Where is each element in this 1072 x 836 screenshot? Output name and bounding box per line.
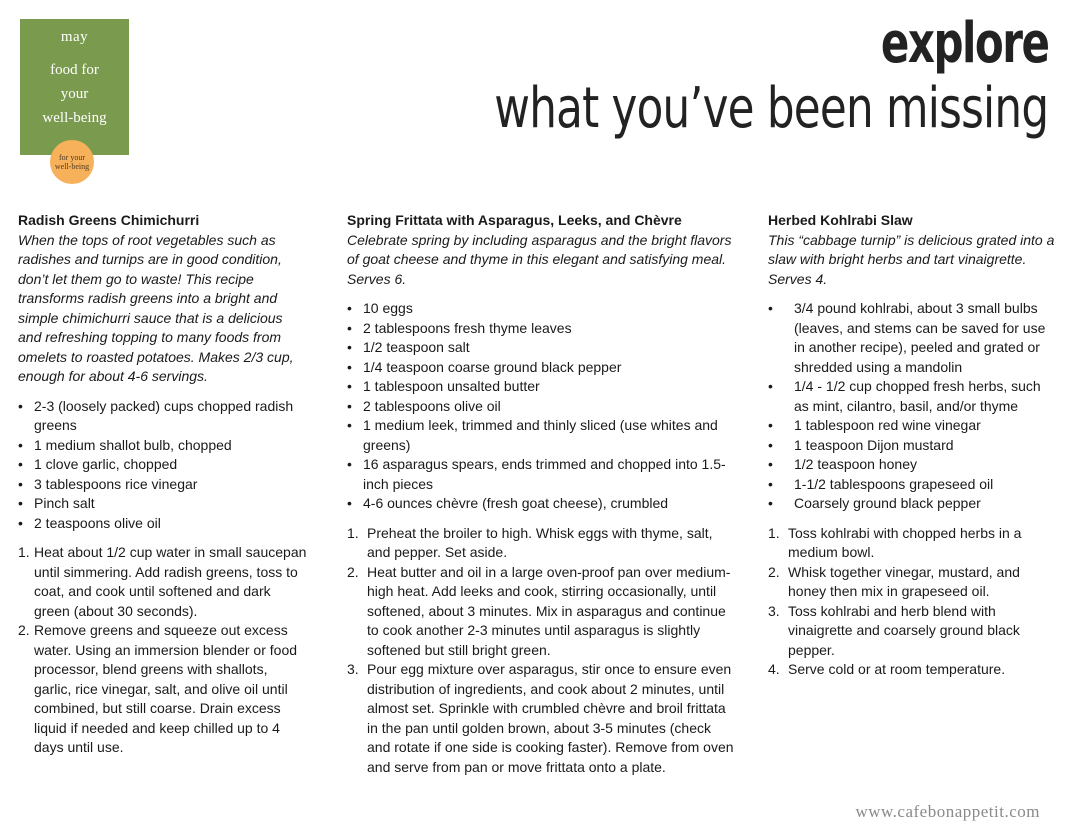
recipe-description: This “cabbage turnip” is delicious grated into a slaw with bright herbs and tart vinaigrette. Serves 4.	[768, 231, 1055, 287]
recipe-description: When the tops of root vegetables such as radishes and turnips are in good condition, don’t let them go to waste! This recipe transforms radish greens into a bright and simple chimichurri sauce that is a delicious and refreshing topping to many foods from omelets to roasted potatoes. Makes 2/3 cup, enough for about 4-6 servings.	[18, 231, 294, 384]
list-item: • 1 tablespoon red wine vinegar	[768, 416, 1058, 436]
step-item: 1. Preheat the broiler to high. Whisk eggs with thyme, salt, and pepper. Set aside.	[347, 524, 713, 560]
list-item: • 3/4 pound kohlrabi, about 3 small bulbs (leaves, and stems can be saved for use in another recipe), peeled and grated or shredded using a mandolin	[768, 299, 1058, 377]
list-item: • 1 clove garlic, chopped	[18, 455, 308, 475]
list-item: • 1/2 teaspoon salt	[347, 338, 737, 358]
step-item: 3. Pour egg mixture over asparagus, stir once to ensure even distribution of ingredients, and cook about 2 minutes, until almost set. Sprinkle with crumbled chèvre and broil frittata in the pan until golden brown, about 3-5 minutes (check and rotate if one side is cooking faster). Remove from oven and serve from pan or move frittata onto a plate.	[347, 661, 734, 775]
step-text: Preheat the broiler to high. Whisk eggs with thyme, salt, and pepper. Set aside.	[367, 524, 713, 560]
list-item: • 4-6 ounces chèvre (fresh goat cheese), crumbled	[347, 494, 737, 514]
recipe-column	[347, 211, 737, 777]
step-item: 1. Toss kohlrabi with chopped herbs in a medium bowl.	[768, 524, 1022, 560]
list-item: • 1/2 teaspoon honey	[768, 455, 1058, 475]
seal-line: for your	[59, 153, 85, 162]
step-text: Pour egg mixture over asparagus, stir once to ensure even distribution of ingredients, and cook about 2 minutes, until almost set. Sprinkle with crumbled chèvre and broil frittata in the pan until golden brown, about 3-5 minutes (check and rotate if one side is cooking faster). Remove from oven and serve from pan or move frittata onto a plate.	[367, 661, 734, 775]
list-item: • 2 teaspoons olive oil	[18, 514, 308, 534]
badge-line: food for	[50, 62, 99, 78]
step-item: 2. Remove greens and squeeze out excess water. Using an immersion blender or food processor, blend greens with shallots, garlic, rice vinegar, salt, and olive oil until combined, but still coarse. Drain excess liquid if needed and keep chilled up to 4 days until use.	[18, 622, 298, 755]
list-item: • 16 asparagus spears, ends trimmed and chopped into 1.5-inch pieces	[347, 455, 737, 494]
step-text: Serve cold or at room temperature.	[788, 661, 1006, 677]
ingredient-list	[768, 299, 1058, 514]
list-item: • 10 eggs	[347, 299, 737, 319]
recipe-title: Herbed Kohlrabi Slaw	[768, 212, 913, 228]
step-text: Toss kohlrabi and herb blend with vinaigrette and coarsely ground black pepper.	[788, 602, 1020, 658]
recipe-column	[18, 211, 308, 758]
badge-line: well-being	[42, 110, 107, 126]
step-item: 4. Serve cold or at room temperature.	[768, 661, 1006, 677]
step-list	[18, 543, 308, 758]
step-text: Heat about 1/2 cup water in small saucepan until simmering. Add radish greens, toss to coat, and cook until softened and dark green (about 30 seconds).	[34, 544, 307, 619]
step-text: Toss kohlrabi with chopped herbs in a medium bowl.	[788, 524, 1022, 560]
list-item: • 2 tablespoons fresh thyme leaves	[347, 319, 737, 339]
badge-month: may	[60, 29, 89, 45]
list-item: • 1/4 - 1/2 cup chopped fresh herbs, such as mint, cilantro, basil, and/or thyme	[768, 377, 1058, 416]
step-item: 3. Toss kohlrabi and herb blend with vinaigrette and coarsely ground black pepper.	[768, 602, 1020, 658]
badge-circle-seal	[50, 140, 94, 184]
recipe-title: Radish Greens Chimichurri	[18, 212, 200, 228]
step-list	[768, 524, 1058, 680]
page-title: explore	[880, 11, 1048, 76]
footer-url: www.cafebonappetit.com	[855, 802, 1040, 821]
step-list	[347, 524, 737, 778]
list-item: • 1 medium leek, trimmed and thinly sliced (use whites and greens)	[347, 416, 737, 455]
seal-line: well-being	[54, 162, 90, 171]
list-item: • 1 tablespoon unsalted butter	[347, 377, 737, 397]
list-item: • 2-3 (loosely packed) cups chopped radish greens	[18, 397, 308, 436]
logo-badge	[20, 19, 129, 155]
recipe-title: Spring Frittata with Asparagus, Leeks, and Chèvre	[347, 212, 682, 228]
recipe-column	[768, 211, 1058, 680]
list-item: • Pinch salt	[18, 494, 308, 514]
recipe-description: Celebrate spring by including asparagus and the bright flavors of goat cheese and thyme in this elegant and satisfying meal. Serves 6.	[347, 231, 732, 287]
step-text: Remove greens and squeeze out excess water. Using an immersion blender or food processor, blend greens with shallots, garlic, rice vinegar, salt, and olive oil until combined, but still coarse. Drain excess liquid if needed and keep chilled up to 4 days until use.	[34, 622, 298, 755]
step-item: 1. Heat about 1/2 cup water in small saucepan until simmering. Add radish greens, toss to coat, and cook until softened and dark green (about 30 seconds).	[18, 544, 307, 619]
list-item: • 1 medium shallot bulb, chopped	[18, 436, 308, 456]
step-item: 2. Whisk together vinegar, mustard, and honey then mix in grapeseed oil.	[768, 563, 1020, 599]
badge-line: your	[60, 86, 89, 102]
list-item: • 1 teaspoon Dijon mustard	[768, 436, 1058, 456]
step-text: Whisk together vinegar, mustard, and honey then mix in grapeseed oil.	[788, 563, 1020, 599]
step-item: 2. Heat butter and oil in a large oven-proof pan over medium-high heat. Add leeks and cook, stirring occasionally, until softened, about 3 minutes. Mix in asparagus and continue to cook another 2-3 minutes until asparagus is slightly softened but still bright green.	[347, 563, 731, 658]
list-item: • 2 tablespoons olive oil	[347, 397, 737, 417]
ingredient-list	[347, 299, 737, 514]
list-item: • 3 tablespoons rice vinegar	[18, 475, 308, 495]
ingredient-list	[18, 397, 308, 534]
page-subtitle: what you’ve been missing	[493, 76, 1048, 141]
step-text: Heat butter and oil in a large oven-proof pan over medium-high heat. Add leeks and cook, stirring occasionally, until softened, about 3 minutes. Mix in asparagus and continue to cook another 2-3 minutes until asparagus is slightly softened but still bright green.	[367, 563, 731, 658]
list-item: • 1-1/2 tablespoons grapeseed oil	[768, 475, 1058, 495]
list-item: • Coarsely ground black pepper	[768, 494, 1058, 514]
list-item: • 1/4 teaspoon coarse ground black pepper	[347, 358, 737, 378]
